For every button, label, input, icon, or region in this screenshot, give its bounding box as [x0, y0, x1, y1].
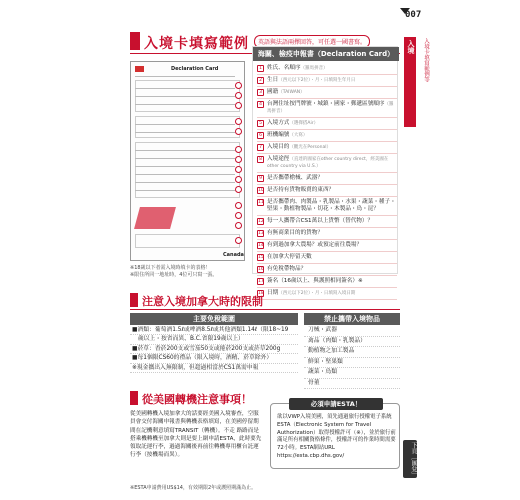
list-item: 禽品（肉類・乳製品）: [304, 337, 400, 348]
item-label: 台灣住址按門牌號・城鎮・國家・郵遞區號順序: [267, 101, 385, 107]
item-number: 12: [258, 219, 264, 224]
divider: [135, 104, 235, 105]
list-item: 鮮果・堅果類: [304, 358, 400, 369]
form-box: [135, 234, 240, 248]
item-sub: （西元以下2位）・月・日填寫入境日期: [278, 291, 356, 296]
page-number: 007: [405, 10, 422, 20]
list-item: [257, 240, 397, 252]
form-title: Declaration Card: [171, 66, 219, 72]
item-number: 16: [258, 267, 264, 272]
form-box: [135, 116, 240, 138]
list-item: [257, 87, 397, 99]
item-label: 簽名（16歲以上、與護照相同簽名）※: [267, 278, 363, 284]
next-page-tab: 下頁［匯兌］: [403, 440, 417, 478]
item-number: 4: [257, 101, 264, 108]
item-number: 1: [257, 65, 264, 72]
card-panel-title: 海關、檢疫申報書（Declaration Card）: [253, 47, 399, 61]
marker-7: [235, 156, 242, 163]
esta-title: 必須申請ESTA！: [289, 398, 383, 410]
item-sub: （西元以下2位）・月・日填寫生年月日: [278, 78, 356, 83]
item-number: 3: [257, 89, 264, 96]
item-text: [267, 187, 397, 194]
item-sub: （羅馬拼音）: [267, 102, 394, 114]
item-text: [267, 65, 397, 72]
declaration-form-image: [130, 61, 245, 261]
list-item: [257, 118, 397, 130]
item-label: 班機編號: [267, 132, 290, 138]
list-item: [257, 130, 397, 142]
item-text: [267, 242, 397, 249]
item-number: 11: [258, 200, 264, 205]
chapter-tab-label: 入境: [407, 40, 415, 54]
item-text: [267, 77, 397, 84]
item-text: [267, 199, 397, 213]
list-item: [257, 185, 397, 197]
item-text: [267, 230, 397, 237]
item-text: [267, 254, 397, 261]
list-item: [257, 288, 397, 300]
item-sub: （觀光在Personal）: [289, 145, 332, 150]
divider: [135, 158, 235, 159]
item-label: 生日: [267, 77, 279, 83]
list-item: [257, 216, 397, 228]
list-item: ■菸草：香菸200支或雪茄50支或捲菸200支或菸草200g: [130, 345, 298, 354]
section-accent-bar: [130, 391, 138, 405]
chapter-sub-label: 入境卡填寫範例等: [423, 38, 429, 82]
item-number: 17: [258, 279, 264, 284]
section-accent-bar: [130, 293, 138, 307]
marker-6: [235, 146, 242, 153]
canada-wordmark: Canada: [223, 252, 244, 258]
item-label: 每一人攜帶合CS1萬以上貨幣（替代物）？: [267, 218, 374, 224]
list-item: [257, 276, 397, 288]
item-sub: （大寫）: [289, 133, 308, 138]
transit-paragraph: 從美國轉機入境加拿大的話要經美國入境審查，空服員會交付海關申報書與轉機表格填寫，在美國停留期間在記機剩意填寫TRANSIT（轉機）。不走 路路而是搭乘機轉機至加拿大則是要上網申請ESTA，此時要先領取託運行李，過過海關後再前往轉機專用櫃台託運行李（按機場而異）。: [130, 411, 262, 459]
item-number: 14: [258, 243, 264, 248]
divider: [135, 88, 235, 89]
item-sub: （TAIWAN）: [278, 90, 305, 95]
list-item: [257, 154, 397, 173]
list-item: [257, 75, 397, 87]
item-text: [267, 89, 397, 96]
section-title: 注意入境加拿大時的限制: [142, 295, 263, 308]
item-text: [267, 175, 397, 182]
list-item: [257, 99, 397, 118]
divider: [135, 174, 235, 175]
item-label: 國籍: [267, 89, 279, 95]
declaration-card-panel: [252, 46, 398, 296]
item-text: [267, 144, 397, 151]
item-text: [267, 266, 397, 273]
item-label: 日期: [267, 290, 279, 296]
item-number: 10: [258, 188, 264, 193]
item-number: 8: [257, 156, 264, 163]
esta-text: 欲以VWP入境美國，須先通過旅行授權電子系統ESTA（Electronic System for Travel Authorization）取得授權許可（※），並於旅行前滿足所有相關資格條件，授權許可的作業時間需要72小時。ESTA網站URL https://esta.cbp.dhs.gov/: [277, 414, 396, 459]
divider: [135, 76, 235, 77]
marker-8: [235, 166, 242, 173]
item-number: 9: [257, 175, 264, 182]
divider: [135, 150, 235, 151]
item-number: 7: [257, 144, 264, 151]
duty-free-title: 主要免稅範圍: [130, 313, 298, 325]
list-item: 歲以上・按省而異、B.C.省限19歲以上）: [130, 335, 298, 344]
divider: [135, 132, 235, 133]
marker-14: [235, 237, 242, 244]
form-note: ※18歲以下者需入境時填卡的表格！: [130, 265, 211, 271]
item-text: [267, 156, 397, 170]
list-item: 骨董: [304, 379, 400, 390]
list-item: [257, 264, 397, 276]
item-text: [267, 132, 397, 139]
esta-footnote: ※ESTA申請費用US$14，有效期限2年或護照期滿為止。: [130, 485, 257, 491]
card-items-list: [257, 63, 397, 300]
list-item: [257, 173, 397, 185]
list-item: 刀械・武器: [304, 326, 400, 337]
divider: [135, 190, 235, 191]
maple-leaf-graphic: [134, 207, 176, 229]
section-accent-bar: [130, 32, 140, 50]
divider: [135, 96, 235, 97]
marker-3: [235, 102, 242, 109]
item-label: 有無商業目的的貨物？: [267, 230, 323, 236]
page-title: 入境卡填寫範例: [144, 36, 249, 52]
list-item: [257, 228, 397, 240]
list-item: [257, 197, 397, 216]
item-text: [267, 290, 397, 297]
item-text: [267, 218, 397, 225]
marker-10: [235, 186, 242, 193]
item-label: 是否攜帶槍械、武器？: [267, 175, 323, 181]
item-number: 13: [258, 231, 264, 236]
item-label: 入境途徑: [267, 156, 290, 162]
item-number: 18: [258, 291, 264, 296]
item-text: [267, 120, 397, 127]
item-label: 有免稅帶物品？: [267, 266, 307, 272]
divider: [130, 309, 400, 310]
header-note: 英語與法語兩擇回答，可任選一國書寫。: [254, 35, 370, 48]
prohibited-list: [304, 326, 400, 389]
divider: [135, 182, 235, 183]
marker-12: [235, 212, 242, 219]
marker-13: [235, 222, 242, 229]
marker-5: [235, 128, 242, 135]
duty-free-list: [130, 326, 298, 373]
item-number: 2: [257, 77, 264, 84]
prohibited-title: 禁止攜帶入境物品: [304, 313, 400, 325]
item-number: 5: [257, 120, 264, 127]
item-sub: （選擇搭Air）: [289, 121, 319, 126]
item-sub: （直達的國家在other country direct，經美國在other country via U.S.）: [267, 157, 389, 169]
list-item: 動植物之加工製品: [304, 347, 400, 358]
list-item: ■每1個限CS60的禮品（限入境時，酒精、菸草除外）: [130, 354, 298, 363]
esta-callout: [270, 400, 400, 469]
item-label: 有到過加拿大農場？或預定前往農場？: [267, 242, 363, 248]
marker-4: [235, 118, 242, 125]
list-item: ※現金攜出入無限制，但超過相當於CS1萬需申報: [130, 364, 298, 373]
item-number: 15: [258, 255, 264, 260]
item-sub: （羅馬拼音）: [300, 66, 328, 71]
form-note: ※限住所同一地址時，4位可只寫一張。: [130, 272, 218, 278]
list-item: [257, 63, 397, 75]
marker-2: [235, 92, 242, 99]
item-label: 是否持有貨物販賣的東西？: [267, 187, 335, 193]
divider: [135, 124, 235, 125]
section-title: 從美國轉機注意事項！: [142, 393, 252, 406]
item-label: 入境目的: [267, 144, 290, 150]
item-label: 入境方式: [267, 120, 290, 126]
list-item: 蔬菜・鳥類: [304, 368, 400, 379]
list-item: ■酒類：葡萄酒1.5ℓ或啤酒8.5ℓ或其他酒類1.14ℓ（限18~19: [130, 326, 298, 335]
marker-11: [235, 202, 242, 209]
canada-flag-icon: [135, 66, 144, 72]
item-number: 6: [257, 132, 264, 139]
item-label: 是否攜帶肉、肉製品・乳製品・水果・蔬菜・種子・堅果・動植物製品・切花・木製品・鳥・昆？: [267, 199, 396, 212]
list-item: [257, 252, 397, 264]
list-item: [257, 142, 397, 154]
divider: [135, 166, 235, 167]
item-label: 姓氏、名順序: [267, 65, 301, 71]
item-text: [267, 101, 397, 115]
marker-9: [235, 176, 242, 183]
item-text: [267, 278, 397, 285]
marker-1: [235, 82, 242, 89]
item-label: 在加拿大停留天數: [267, 254, 312, 260]
